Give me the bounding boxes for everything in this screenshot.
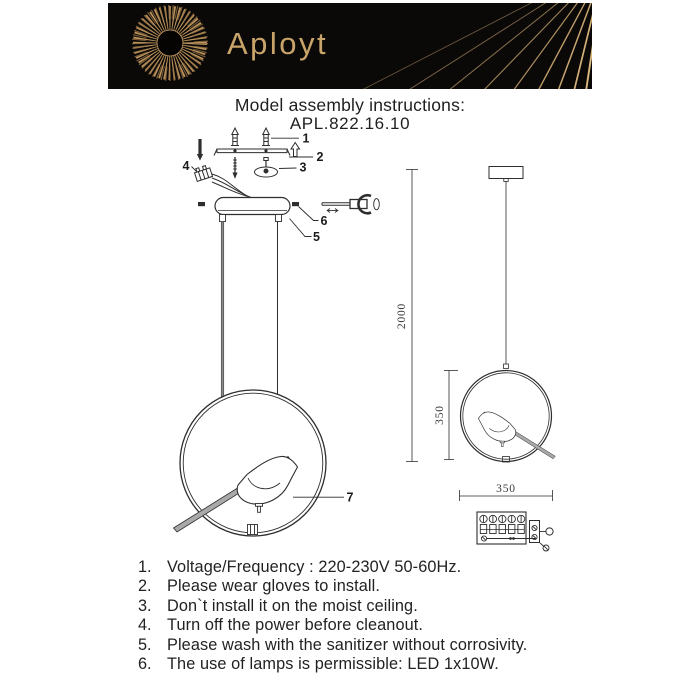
instruction-number: 3. (138, 596, 152, 615)
suspension-cables (221, 222, 277, 398)
instruction-item (138, 655, 527, 674)
page-title: Model assembly instructions: (234, 95, 466, 115)
bracket-screw (233, 157, 237, 178)
dimension-ring-height: 350 (434, 405, 446, 425)
terminal-block (477, 512, 553, 551)
dimension-labels (396, 303, 516, 495)
instruction-item (138, 597, 527, 616)
bird-figure (174, 456, 298, 532)
dimension-ring-width: 350 (496, 483, 516, 495)
part-labels (183, 132, 354, 505)
part-label-1: 1 (302, 131, 310, 146)
instruction-text: Voltage/Frequency : 220-230V 50-60Hz. (167, 558, 462, 576)
left-right-arrow-icon (327, 209, 338, 213)
part-label-3: 3 (299, 160, 307, 175)
instruction-number: 5. (138, 635, 152, 654)
instruction-number: 2. (138, 577, 152, 596)
instruction-list (138, 558, 527, 674)
instruction-number: 1. (138, 558, 152, 576)
instruction-text: Turn off the power before cleanout. (167, 616, 424, 635)
assembly-diagram (110, 120, 590, 570)
instruction-item (138, 636, 527, 655)
instruction-text: Please wash with the sanitizer without corrosivity. (167, 635, 528, 654)
up-arrow-icon (291, 143, 300, 157)
dimension-drawing (461, 167, 556, 463)
power-wire-connector (193, 140, 257, 200)
instruction-item (138, 577, 527, 596)
wire-loop-icon (546, 528, 553, 535)
instruction-item (138, 558, 527, 577)
allen-key-tool (322, 195, 379, 213)
screw-with-washer (255, 158, 278, 178)
dimension-drop: 2000 (396, 302, 408, 330)
part-label-2: 2 (316, 150, 324, 164)
instruction-text: Don`t install it on the moist ceiling. (167, 596, 418, 615)
banner-art (108, 3, 592, 89)
expansion-anchors (231, 128, 270, 146)
sunburst-logo-icon (139, 12, 201, 74)
bird-figure-small (478, 412, 555, 459)
part-label-6: 6 (320, 214, 328, 228)
part-label-4: 4 (182, 159, 190, 173)
instruction-text: The use of lamps is permissible: LED 1x10W. (167, 655, 499, 674)
instruction-text: Please wear gloves to install. (167, 577, 380, 596)
set-screw-right (293, 203, 299, 206)
corner-rays-icon (360, 3, 592, 89)
ring-clamp (248, 525, 258, 535)
leader-lines (192, 138, 345, 497)
part-label-7: 7 (346, 490, 354, 505)
instruction-item (138, 616, 527, 635)
canopy-small (489, 167, 523, 179)
ceiling-canopy (199, 198, 299, 222)
brand-banner (108, 3, 592, 89)
set-screw-left (199, 203, 205, 206)
instruction-number: 6. (138, 655, 152, 674)
part-label-5: 5 (313, 230, 320, 244)
model-number: APL.822.16.10 (289, 114, 411, 133)
mounting-bracket (214, 143, 300, 157)
brand-name: Aployt (227, 26, 329, 61)
instruction-number: 4. (138, 616, 152, 635)
